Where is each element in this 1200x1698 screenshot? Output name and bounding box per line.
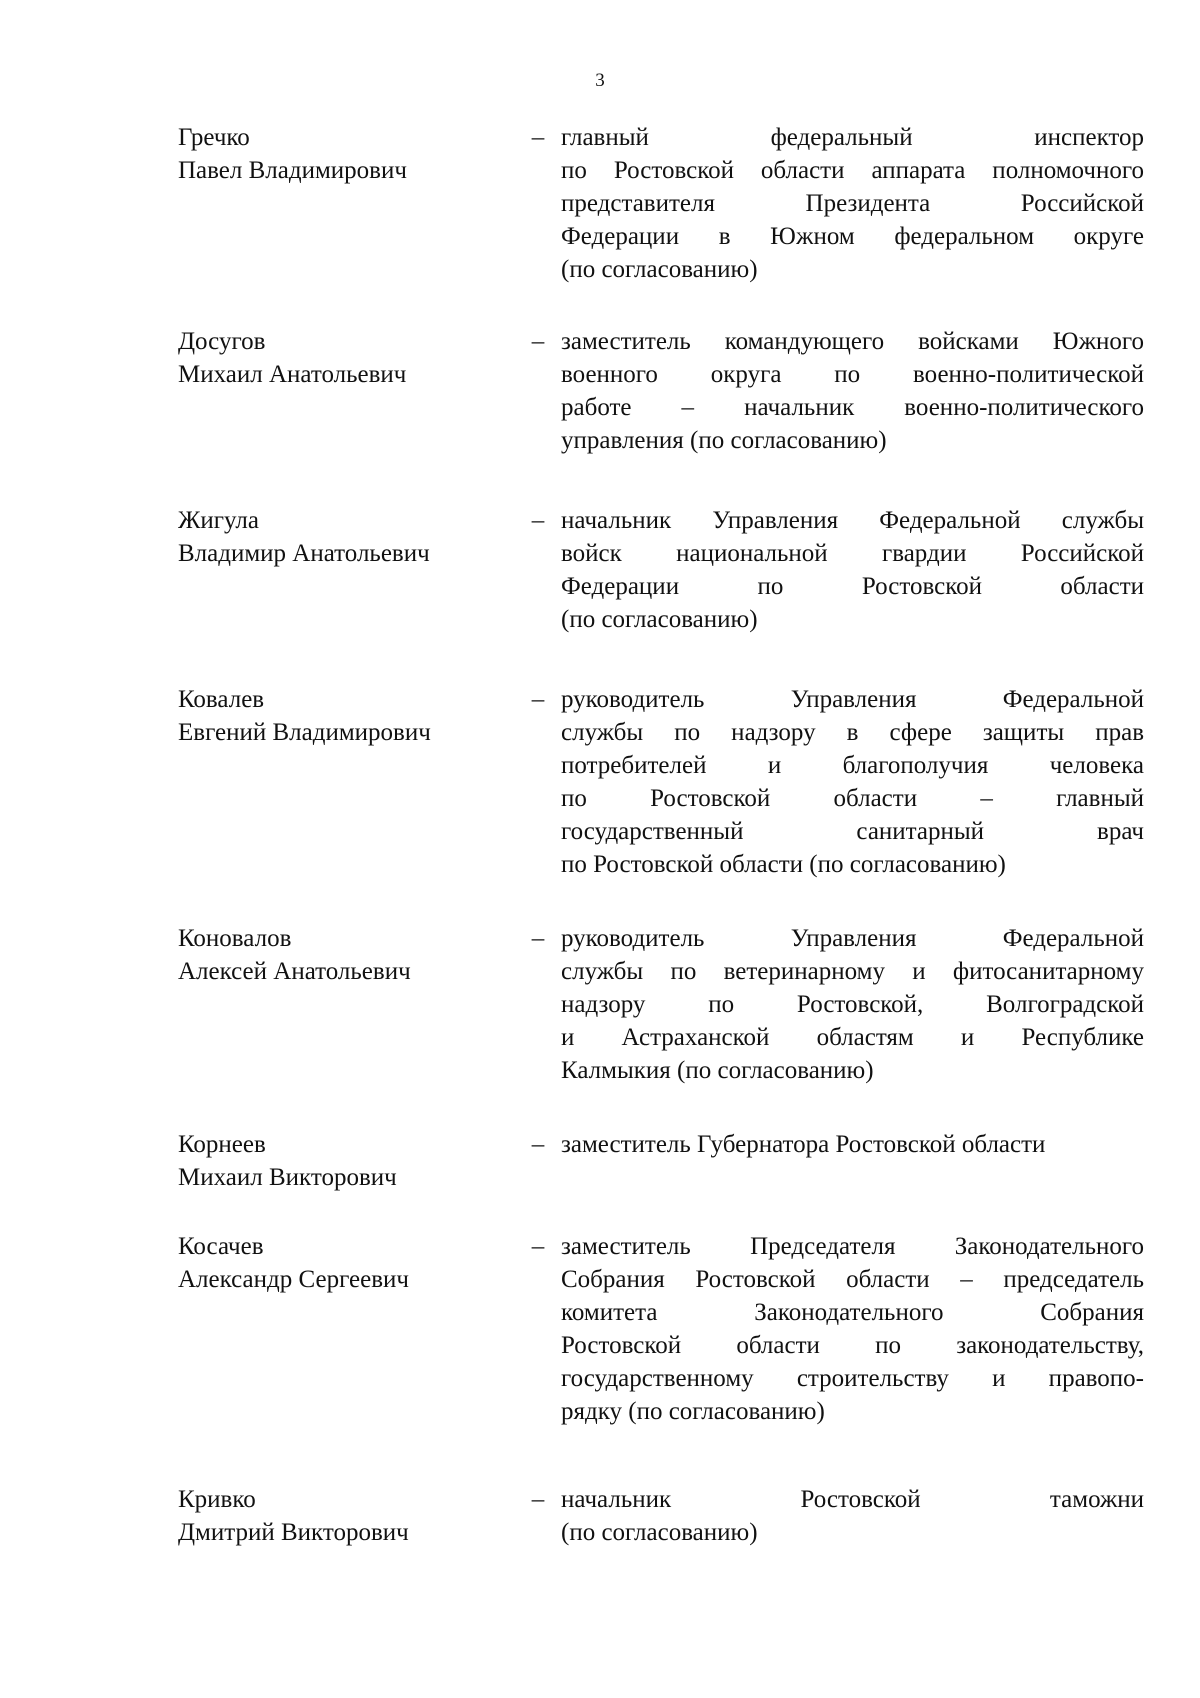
member-position [561,325,1144,457]
member-name [178,504,508,570]
position-line: войск национальной гвардии Российской [561,540,1144,567]
member-given-name: Владимир Анатольевич [178,540,430,567]
position-line: и Астраханской областям и Республике [561,1024,1144,1051]
member-surname: Гречко [178,124,250,151]
position-line: заместитель Председателя Законодательного [561,1233,1144,1260]
member-name [178,922,508,988]
position-line: работе – начальник военно-политического [561,394,1144,421]
position-line: (по согласованию) [561,606,758,633]
position-line: (по согласованию) [561,256,758,283]
dash-separator: – [531,124,545,151]
member-given-name: Михаил Анатольевич [178,361,407,388]
position-line: службы по надзору в сфере защиты прав [561,719,1144,746]
member-position [561,922,1144,1087]
member-surname: Досугов [178,328,266,355]
member-given-name: Михаил Викторович [178,1164,397,1191]
position-line: руководитель Управления Федеральной [561,686,1144,713]
member-surname: Жигула [178,507,260,534]
position-line: по Ростовской области (по согласованию) [561,851,1006,878]
dash-separator: – [531,507,545,534]
position-line: государственному строительству и правопо- [561,1365,1144,1392]
member-given-name: Павел Владимирович [178,157,407,184]
dash-separator: – [531,925,545,952]
member-name [178,683,508,749]
position-line: государственный санитарный врач [561,818,1144,845]
member-position [561,683,1144,881]
dash-separator: – [531,1131,545,1158]
dash-separator: – [531,1233,545,1260]
member-name [178,325,508,391]
page-number: 3 [595,70,605,91]
member-position [561,504,1144,636]
member-surname: Косачев [178,1233,264,1260]
position-line: службы по ветеринарному и фитосанитарному [561,958,1144,985]
member-position [561,1483,1144,1549]
position-line: по Ростовской области аппарата полномочного [561,157,1144,184]
member-position [561,1230,1144,1428]
position-line: руководитель Управления Федеральной [561,925,1144,952]
member-surname: Кривко [178,1486,256,1513]
position-line: потребителей и благополучия человека [561,752,1144,779]
position-line: заместитель командующего войсками Южного [561,328,1144,355]
position-line: начальник Ростовской таможни [561,1486,1144,1513]
position-line: начальник Управления Федеральной службы [561,507,1144,534]
position-line: главный федеральный инспектор [561,124,1144,151]
dash-separator: – [531,686,545,713]
position-line: военного округа по военно-политической [561,361,1144,388]
position-line: управления (по согласованию) [561,427,887,454]
position-line: Калмыкия (по согласованию) [561,1057,874,1084]
position-line: по Ростовской области – главный [561,785,1144,812]
member-position [561,1128,1144,1161]
position-line: (по согласованию) [561,1519,758,1546]
member-given-name: Евгений Владимирович [178,719,431,746]
position-line: представителя Президента Российской [561,190,1144,217]
position-line: Ростовской области по законодательству, [561,1332,1144,1359]
member-surname: Коновалов [178,925,292,952]
position-line: Федерации в Южном федеральном округе [561,223,1144,250]
dash-separator: – [531,1486,545,1513]
member-name [178,1128,508,1194]
dash-separator: – [531,328,545,355]
member-name [178,1483,508,1549]
member-name [178,1230,508,1296]
position-line: надзору по Ростовской, Волгоградской [561,991,1144,1018]
member-position [561,121,1144,286]
position-line: Федерации по Ростовской области [561,573,1144,600]
member-surname: Ковалев [178,686,265,713]
member-given-name: Алексей Анатольевич [178,958,411,985]
position-line: рядку (по согласованию) [561,1398,825,1425]
member-surname: Корнеев [178,1131,266,1158]
member-given-name: Александр Сергеевич [178,1266,409,1293]
position-line: комитета Законодательного Собрания [561,1299,1144,1326]
position-line: Собрания Ростовской области – председатель [561,1266,1144,1293]
member-name [178,121,508,187]
member-given-name: Дмитрий Викторович [178,1519,409,1546]
position-line: заместитель Губернатора Ростовской области [561,1131,1046,1158]
